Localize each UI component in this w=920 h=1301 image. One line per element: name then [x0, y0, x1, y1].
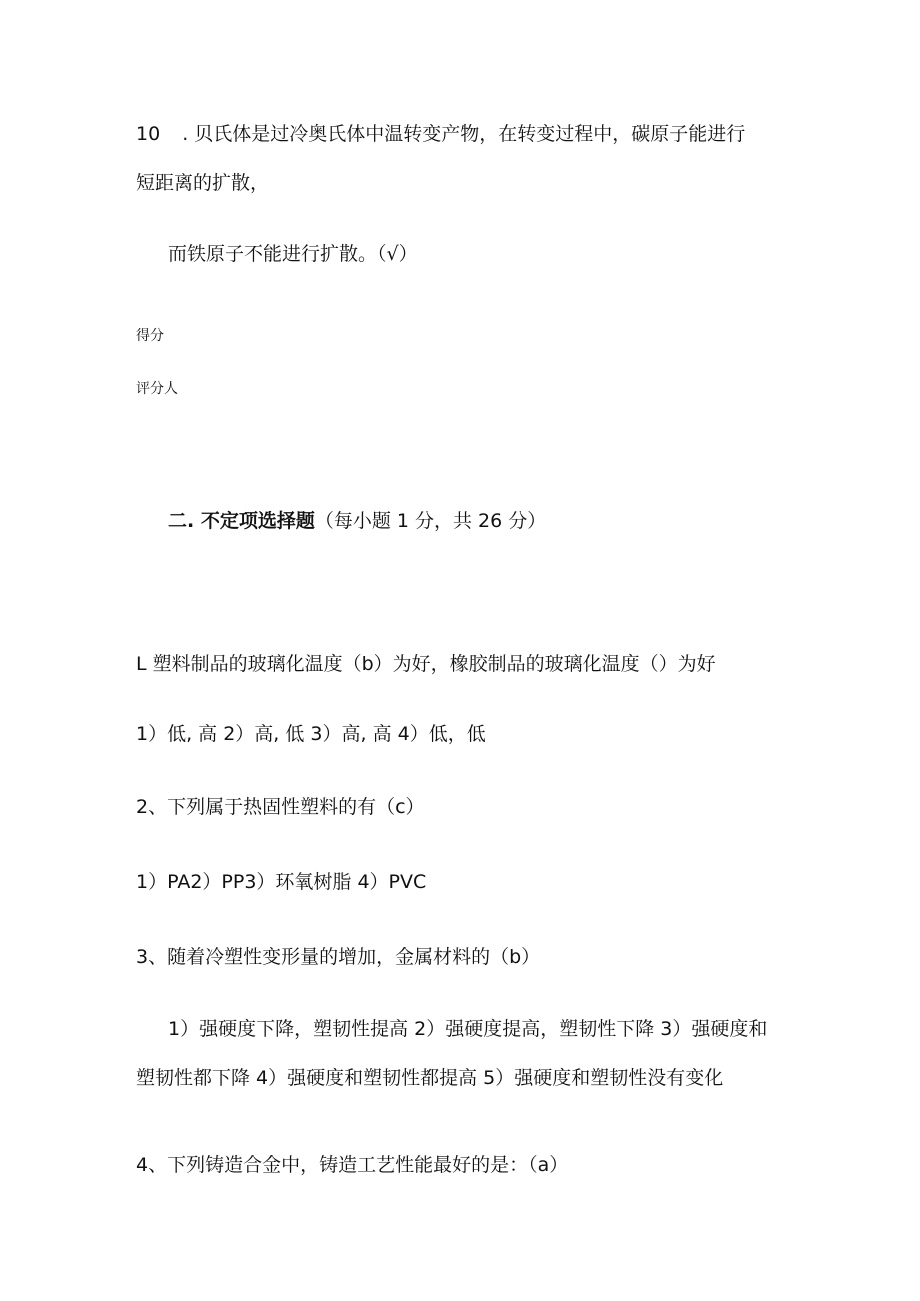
- question-2-options: 1）PA2）PP3）环氧树脂 4）PVC: [136, 871, 427, 893]
- question-10-number: 10: [136, 123, 161, 145]
- question-10-answer-line: 而铁原子不能进行扩散。（√）: [168, 243, 418, 265]
- question-1-options: 1）低, 高 2）高, 低 3）高, 高 4）低，低: [136, 723, 486, 745]
- question-3-options-line-2: 塑韧性都下降 4）强硬度和塑韧性都提高 5）强硬度和塑韧性没有变化: [136, 1067, 724, 1089]
- question-3-options-line-1: 1）强硬度下降，塑韧性提高 2）强硬度提高，塑韧性下降 3）强硬度和: [168, 1018, 768, 1040]
- question-4-text: 4、下列铸造合金中，铸造工艺性能最好的是：（a）: [136, 1154, 569, 1176]
- question-3-text: 3、随着冷塑性变形量的增加，金属材料的（b）: [136, 946, 541, 968]
- question-10-line-2: 短距离的扩散，: [136, 172, 270, 194]
- question-10-line-1: [136, 122, 745, 146]
- section-2-note: （每小题 1 分，共 26 分）: [314, 510, 547, 532]
- question-1-text: L 塑料制品的玻璃化温度（b）为好，橡胶制品的玻璃化温度（）为好: [136, 653, 716, 675]
- grader-label: 评分人: [136, 381, 178, 397]
- question-10-text: . 贝氏体是过冷奥氏体中温转变产物，在转变过程中，碳原子能进行: [182, 123, 746, 145]
- score-label: 得分: [136, 328, 164, 344]
- section-2-heading: [168, 509, 546, 533]
- question-2-text: 2、下列属于热固性塑料的有（c）: [136, 796, 425, 818]
- section-2-title: 二. 不定项选择题: [168, 510, 315, 532]
